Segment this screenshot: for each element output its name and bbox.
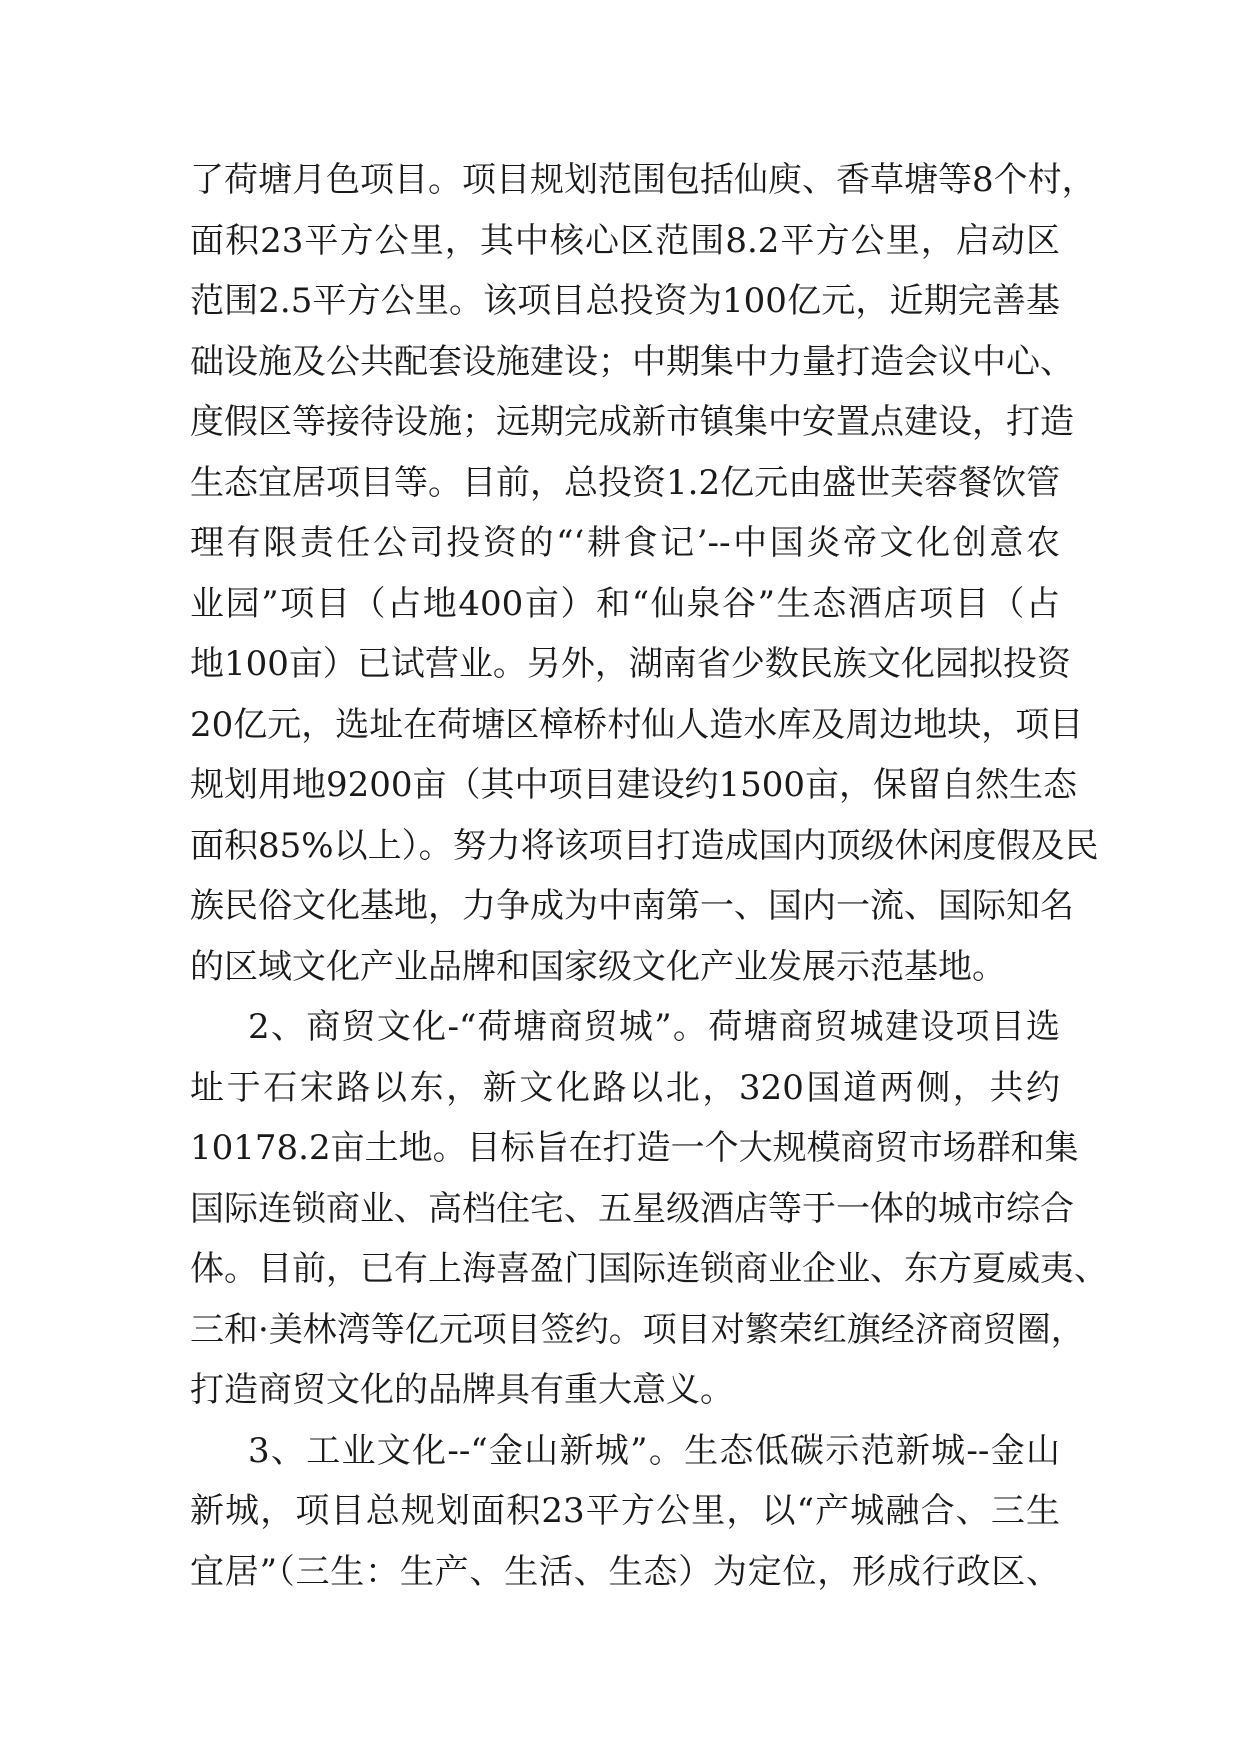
text-line: 三和·美林湾等亿元项目签约。项目对繁荣红旗经济商贸圈， (190, 1309, 1085, 1350)
text-line: 址于石宋路以东，新文化路以北，320国道两侧，共约 (190, 1067, 1060, 1108)
text-line: 20亿元，选址在荷塘区樟桥村仙人造水库及周边地块，项目 (190, 704, 1084, 745)
text-line: 规划用地9200亩（其中项目建设约1500亩，保留自然生态 (190, 765, 1078, 805)
text-line: 的区域文化产业品牌和国家级文化产业发展示范基地。 (190, 946, 1006, 987)
text-line: 国际连锁商业、高档住宅、五星级酒店等于一体的城市综合 (190, 1188, 1074, 1229)
text-line: 打造商贸文化的品牌具有重大意义。 (190, 1370, 734, 1410)
paragraph-1 (190, 150, 1099, 997)
text-line: 了荷塘月色项目。项目规划范围包括仙庾、香草塘等8个村， (190, 160, 1096, 200)
text-line: 础设施及公共配套设施建设；中期集中力量打造会议中心、 (190, 341, 1074, 382)
text-line: 宜居”（三生：生产、生活、生态）为定位，形成行政区、 (190, 1551, 1060, 1592)
text-line: 理有限责任公司投资的“‘耕食记’--中国炎帝文化创意农 (190, 523, 1060, 563)
paragraph-2 (190, 997, 1108, 1421)
text-line: 面积85%以上）。努力将该项目打造成国内顶级休闲度假及民 (190, 825, 1099, 866)
document-body (190, 150, 1108, 1602)
text-line: 2、商贸文化-“荷塘商贸城”。荷塘商贸城建设项目选 (248, 1007, 1060, 1047)
paragraph-3 (190, 1421, 1060, 1603)
text-line: 体。目前，已有上海喜盈门国际连锁商业企业、东方夏威夷、 (190, 1249, 1108, 1289)
text-line: 范围2.5平方公里。该项目总投资为100亿元，近期完善基 (190, 281, 1060, 321)
text-line: 业园”项目（占地400亩）和“仙泉谷”生态酒店项目（占 (190, 583, 1060, 624)
text-line: 地100亩）已试营业。另外，湖南省少数民族文化园拟投资 (190, 644, 1071, 684)
text-line: 新城，项目总规划面积23平方公里，以“产城融合、三生 (190, 1491, 1060, 1531)
text-line: 10178.2亩土地。目标旨在打造一个大规模商贸市场群和集 (190, 1128, 1079, 1168)
text-line: 度假区等接待设施；远期完成新市镇集中安置点建设，打造 (190, 402, 1074, 442)
text-line: 3、工业文化--“金山新城”。生态低碳示范新城--金山 (248, 1430, 1060, 1471)
text-line: 族民俗文化基地，力争成为中南第一、国内一流、国际知名 (190, 886, 1074, 926)
text-line: 生态宜居项目等。目前，总投资1.2亿元由盛世芙蓉餐饮管 (190, 462, 1061, 503)
text-line: 面积23平方公里，其中核心区范围8.2平方公里，启动区 (190, 220, 1060, 261)
